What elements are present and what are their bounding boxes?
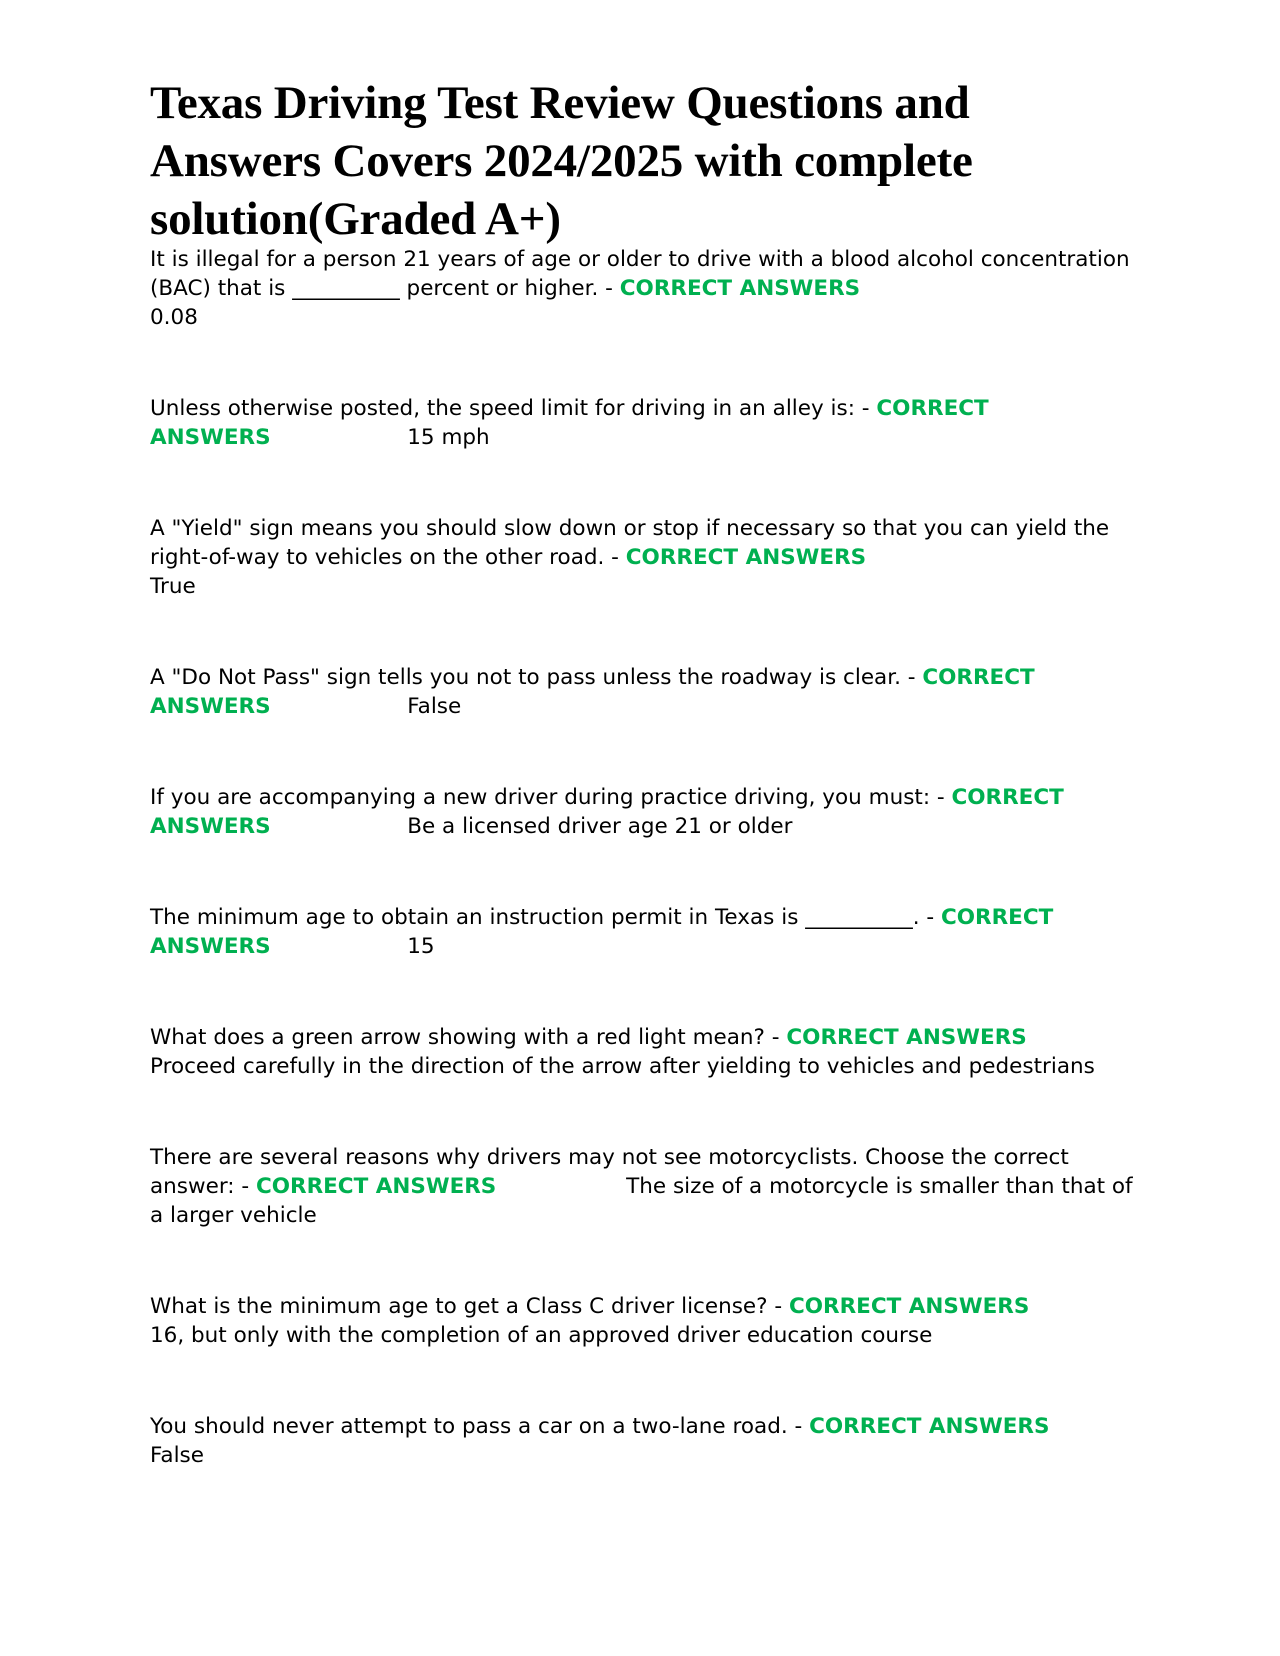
question-text: You should never attempt to pass a car on a two-lane road. - <box>150 1414 810 1439</box>
correct-answers-label: CORRECT ANSWERS <box>150 905 1054 959</box>
question-text: The minimum age to obtain an instruction permit in Texas is __________. - <box>150 905 941 930</box>
correct-answers-label: CORRECT ANSWERS <box>150 785 1064 839</box>
correct-answers-label: CORRECT ANSWERS <box>809 1414 1050 1439</box>
answer-text: 15 mph <box>407 425 490 450</box>
document-title: Texas Driving Test Review Questions and Answers Covers 2024/2025 with complete solution(Graded A+) <box>150 77 973 245</box>
qa-item <box>150 514 1135 601</box>
correct-answers-label: CORRECT ANSWERS <box>255 1174 497 1199</box>
question-text: Unless otherwise posted, the speed limit for driving in an alley is: - <box>150 396 877 421</box>
correct-answers-label: CORRECT ANSWERS <box>789 1294 1030 1319</box>
answer-text: Proceed carefully in the direction of the arrow after yielding to vehicles and pedestrians <box>150 1054 1095 1079</box>
document-page <box>150 74 1135 1532</box>
correct-answers-label: CORRECT ANSWERS <box>786 1025 1027 1050</box>
question-text: There are several reasons why drivers may not see motorcyclists. Choose the correct answer: - <box>150 1145 1069 1199</box>
question-text: If you are accompanying a new driver during practice driving, you must: - <box>150 785 952 810</box>
answer-text: False <box>407 694 462 719</box>
question-text: What is the minimum age to get a Class C driver license? - <box>150 1294 789 1319</box>
qa-item <box>150 783 1135 841</box>
question-text: What does a green arrow showing with a red light mean? - <box>150 1025 787 1050</box>
qa-item <box>150 245 1135 332</box>
correct-answers-label: CORRECT ANSWERS <box>619 276 861 301</box>
qa-item <box>150 903 1135 961</box>
qa-item <box>150 1143 1135 1230</box>
correct-answers-label: CORRECT ANSWERS <box>625 545 867 570</box>
correct-answers-label: CORRECT ANSWERS <box>150 396 989 450</box>
answer-text: The size of a motorcycle is smaller than that of a larger vehicle <box>150 1174 1133 1228</box>
qa-item <box>150 1292 1135 1350</box>
qa-item <box>150 1023 1135 1081</box>
answer-text: 15 <box>407 934 435 959</box>
qa-item <box>150 1412 1135 1470</box>
answer-text: 0.08 <box>150 305 198 330</box>
correct-answers-label: CORRECT ANSWERS <box>150 665 1035 719</box>
qa-item <box>150 663 1135 721</box>
answer-text: True <box>150 574 196 599</box>
question-text: A "Do Not Pass" sign tells you not to pass unless the roadway is clear. - <box>150 665 923 690</box>
answer-text: False <box>150 1443 204 1468</box>
answer-text: Be a licensed driver age 21 or older <box>407 814 793 839</box>
qa-item <box>150 394 1135 452</box>
answer-text: 16, but only with the completion of an approved driver education course <box>150 1323 933 1348</box>
question-text: A "Yield" sign means you should slow down or stop if necessary so that you can yield the right-of-way to vehicles on the other road. - <box>150 516 1110 570</box>
qa-list <box>150 245 1135 1470</box>
question-text: It is illegal for a person 21 years of age or older to drive with a blood alcohol concentration (BAC) that is __________ percent or higher. - <box>150 247 1130 301</box>
